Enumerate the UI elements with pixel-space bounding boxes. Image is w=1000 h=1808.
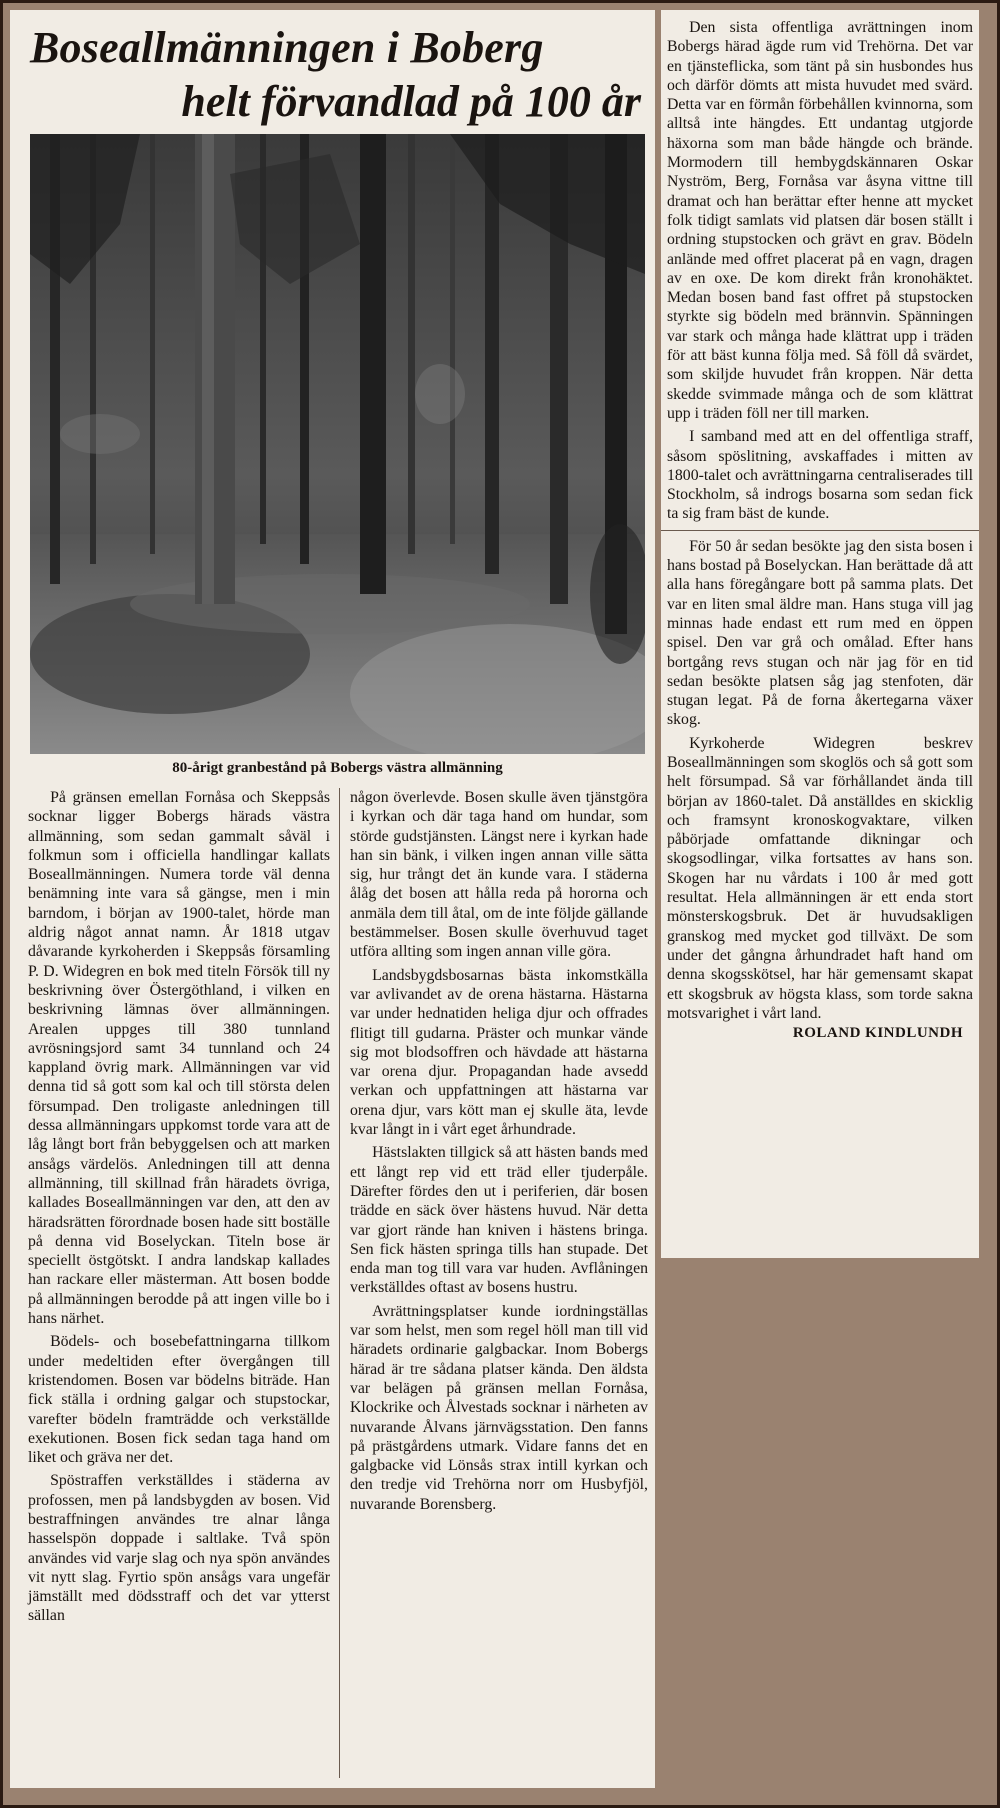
paragraph: någon överlevde. Bosen skulle även tjänstgöra i kyrkan och där taga hand om hundar, som störde gudstjänsten. Längst nere i kyrkan hade han sin bänk, i vilken ingen annan ville sätta sig, hur trångt det än kunde vara. I städerna ålåg det bosen att hålla reda på hororna och anmäla dem till åtal, om de inte följde gällande bestämmelser. Bosen skulle överhuvud taget utföra allting som ingen annan ville göra. — [350, 789, 648, 961]
paragraph: För 50 år sedan besökte jag den sista bosen i hans bostad på Boselyckan. Han berättade då att alla hans föregångare bott på samma plats. Det var en liten smal äldre man. Hans stuga vill jag minnas hade endast ett rum med en öppen spisel. Den var grå och omålad. Efter hans bortgång revs stugan och när jag för en tid sedan besökte platsen såg jag stenfoten, där stugan legat. På de forna åkertegarna växer skog. — [667, 537, 973, 729]
forest-photo — [30, 134, 645, 754]
photo-caption: 80-årigt granbestånd på Bobergs västra allmänning — [172, 760, 503, 776]
paragraph: Hästslakten tillgick så att hästen bands med ett långt rep vid ett träd eller tjuderpåle. Därefter fördes den ut i periferien, där bosen trädde en säck över hästens huvud. När detta var gjort rände han kniven i hästens bringa. Sen fick hästen springa tills han stupade. Det enda man tog till vara var huden. Avflåningen verkställdes oftast av bosens hustru. — [350, 1144, 648, 1297]
headline — [20, 18, 645, 133]
article-continuation-clipping — [661, 10, 979, 1258]
paragraph: Den sista offentliga avrättningen inom Bobergs härad ägde rum vid Trehörna. Det var en tjänsteflicka, som tänt på sin husbondes hus och därför dömts att mista huvudet med svärd. Detta var en förmån förbehållen kvinnorna, som alltså inte hängdes. Ett undantag utgjorde häxorna som man både hängde och brände. Mormodern till hembygdskännaren Oskar Nyström, Berg, Fornåsa var åsyna vittne till dramat och han berättar efter henne att mycket folk tidigt samlats vid platsen där bosen ställt i ordning stupstocken och grävt en grav. Bödeln anlände med offret placerat på en vagn, dragen av en oxe. De kom direkt från kronohäktet. Medan bosen band fast offret på stupstocken styrkte sig bödeln med brännvin. Spänningen var stark och många hade klättrat upp i träden för att bäst kunna följa med. Så föll då svärdet, som skiljde huvudet från kroppen. När detta skedde svimmade många och de som klättrat upp i träden föll ner till marken. — [667, 19, 973, 422]
article-column-2 — [344, 788, 654, 1683]
headline-line-1: Boseallmänningen i Boberg — [30, 23, 544, 72]
forest-photo-icon — [30, 134, 645, 754]
paragraph: I samband med att en del offentliga straff, såsom spöslitning, avskaffades i mitten av 1800-talet och avrättningarna centraliserades till Stockholm, så indrogs bosarna som sedan fick ta sig fram bäst de kunde. — [667, 428, 973, 523]
paragraph: Spöstraffen verkställdes i städerna av profossen, men på landsbygden av bosen. Vid bestraffningen användes tre alnar långa hasselspön doppade i saltlake. Två spön användes vid varje slag och nya spön användes vit nytt slag. Fyrtio spön ansågs vara ungefär jämställt med dödsstraff och det var ytterst sällan — [28, 1472, 330, 1625]
article-main-clipping — [10, 10, 655, 1788]
paragraph: På gränsen emellan Fornåsa och Skeppsås socknar ligger Bobergs härads västra allmänning, som sedan gammalt såväl i folkmun som i officiella handlingar kallats Boseallmänningen. Numera torde väl denna benämning inte vara så gängse, men i min barndom, i början av 1900-talet, hörde man aldrig något annat namn. År 1818 utgav dåvarande kyrkoherden i Skeppsås församling P. D. Widegren en bok med titeln Försök till ny beskrivning över Östergöthland, i vilken en beskrivning lämnas över allmänningen. Arealen uppges till 380 tunnland avrösningsjord samt 34 tunnland och 24 kappland övrig mark. Allmänningen var vid denna tid så gott som kal och till största delen försumpad. Den troligaste anledningen till dessa allmänningars uppkomst torde vara att de låg långt bort från bebyggelsen och att marken ansågs värdelös. Anledningen till att denna allmänning, till skillnad från häradets övriga, kallades Boseallmänningen var den, att den av häradsrätten förordnade bosen hade sitt boställe på denna vid Boselyckan. Titeln bose är speciellt östgötskt. I andra landskap kallades han rackare eller mästerman. Att bosen bodde på allmänningen berodde på att ingen ville bo i hans närhet. — [28, 789, 330, 1328]
author-signature: ROLAND KINDLUNDH — [792, 1025, 963, 1042]
paragraph: Avrättningsplatser kunde iordningställas var som helst, men som regel höll man till vid häradets ordinarie galgbackar. Inom Bobergs härad är tre sådana platser kända. Den äldsta var belägen på gränsen mellan Fornåsa, Klockrike och Ålvestads socknar i närheten av nuvarande Ålvans järnvägsstation. Den fanns på prästgårdens utmark. Vidare fanns det en galgbacke vid Lönsås strax intill kyrkan och den tredje vid Trehörna norr om Husbyfjöl, nuvarande Borensberg. — [350, 1302, 648, 1513]
headline-line-2: helt förvandlad på 100 år — [181, 77, 641, 126]
section-divider — [661, 530, 979, 531]
article-column-1 — [22, 788, 336, 1783]
paragraph: Bödels- och bosebefattningarna tillkom under medeltiden efter övergången till kristendomen. Bosen var bödelns biträde. Han fick ställa i ordning galgar och stupstockar, varefter bödeln framträdde och verkställde exekutionen. Bosen fick sedan taga hand om liket och gräva ner det. — [28, 1333, 330, 1467]
paragraph: Kyrkoherde Widegren beskrev Boseallmänningen som skoglös och så gott som helt försumpad. Så var förhållandet ända till början av 1860-talet. Då anställdes en skicklig och framsynt kronoskogvaktare, vilken påbörjade omfattande dikningar och skogsodlingar, vilka fortsattes av hans son. Skogen har nu vårdats i 100 år med gott resultat. Hela allmänningen är ett enda stort mönsterskogsbruk. Det är huvudsakligen granskog med mycket god tillväxt. De som under det gångna århundradet haft hand om denna skogsskötsel, har här gemensamt skapat ett skogsbruk av högsta klass, som torde sakna motsvarighet i vårt land. — [667, 734, 973, 1022]
column-divider — [339, 788, 340, 1778]
paragraph: Landsbygdsbosarnas bästa inkomstkälla var avlivandet av de orena hästarna. Hästarna var under hednatiden heliga djur och offrades flitigt till gudarna. Präster och munkar vände sig mot blodsoffren och hävdade att hästarna var orena djur. Propagandan hade avsedd verkan och uppfattningen att hästarna var orena djur, vars kött man ej skulle äta, levde kvar långt in i vårt eget århundrade. — [350, 966, 648, 1139]
